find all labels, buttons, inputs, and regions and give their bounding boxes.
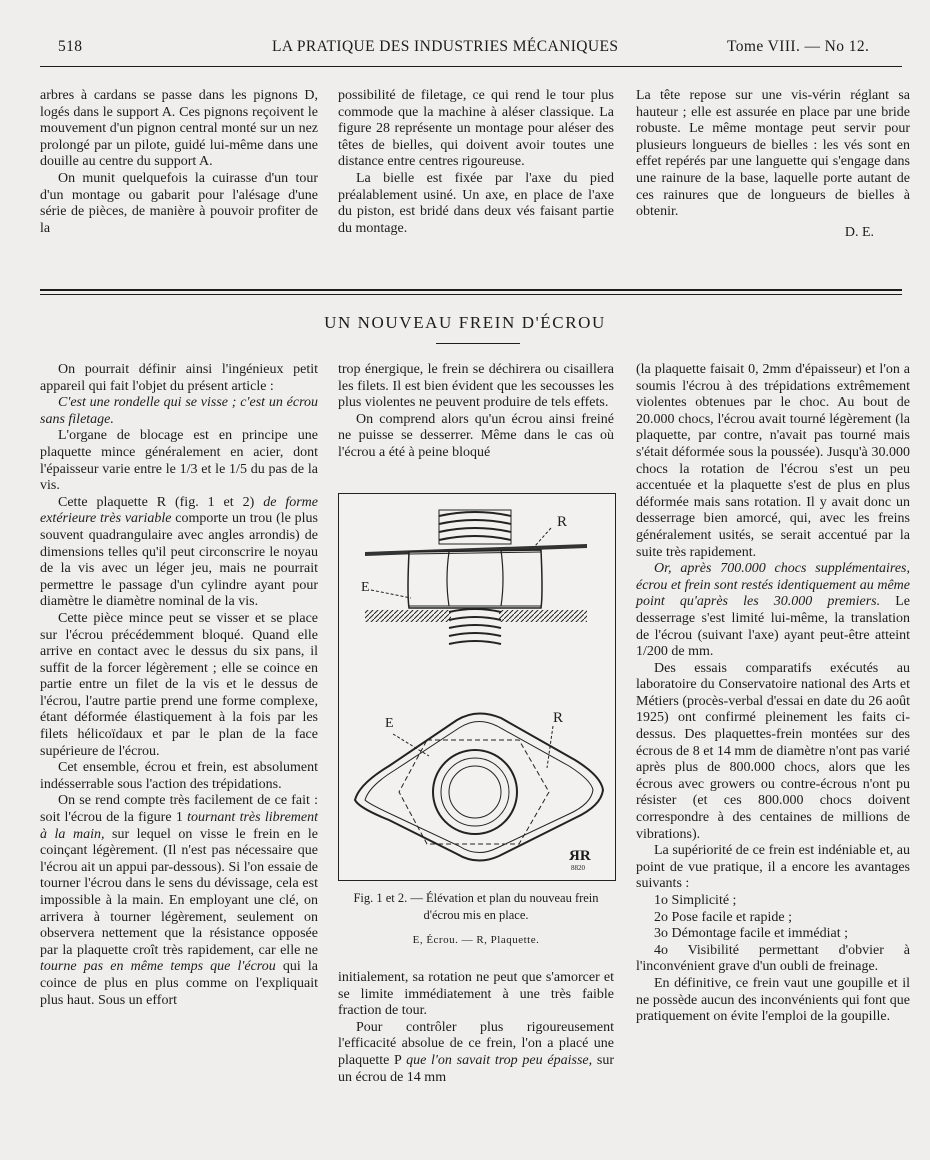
paragraph: On pourrait définir ainsi l'ingénieux petit appareil qui fait l'objet du présent article :: [40, 362, 318, 394]
figure-caption: Fig. 1 et 2. — Élévation et plan du nouveau frein d'écrou mis en place.: [353, 891, 599, 922]
paragraph: (la plaquette faisait 0, 2mm d'épaisseur) et l'on a soumis l'écrou à des trépidations extrêmement violentes obtenues par le choc. Au bout de 20.000 chocs, l'écrou avait tourné légèrement (la plaquette, par contre, n'avait pas tourné mais s'était déformée sous la poussée). Jusqu'à 30.000 chocs la rotation de l'écrou s'est un peu accentuée et la plaquette s'est de plus en plus déformée mais sans rotation. Il y avait donc un desserrage bien amorcé, qui, avec les freins généralement usités, se serait accentué par la suite très rapidement.: [636, 362, 910, 560]
plate-number: 8820: [571, 864, 585, 872]
paragraph: Des essais comparatifs exécutés au laboratoire du Conservatoire national des Arts et Métiers (procès-verbal d'essai en date du 26 août 1925) ont confirmé pleinement les faits ci-dessus. Des plaquettes-frein montées sur des écrous de 8 et 14 mm de diamètre n'ont pas varié après plus de 800.000 chocs, alors que les écrous avec growers ou contre-écrous n'ont pu résister (et ces 800.000 chocs doivent correspondre à des centaines de millions de vibrations).: [636, 660, 910, 842]
paragraph: initialement, sa rotation ne peut que s'amorcer et se limite immédiatement à une très faible fraction de tour.: [338, 970, 614, 1019]
figure-drawing: [339, 494, 615, 880]
paragraph: La tête repose sur une vis-vérin réglant sa hauteur ; elle est assurée en place par une bride robuste. Le même montage peut servir pour plusieurs longueurs de bielles : les vés sont en effet repérés par une languette qui s'engage dans une rainure de la base, laquelle porte autant de ces rainures que de longueurs de bielles à obtenir.: [636, 88, 910, 220]
engraver-monogram: ЯR: [569, 848, 591, 864]
paragraph: Cette plaquette R (fig. 1 et 2) de forme extérieure très variable comporte un trou (le plus souvent quadrangulaire avec angles arrondis) de dimensions telles qu'il peut circonscrire le noyau de la vis avec un léger jeu, mais ne pourrait permettre le passage d'un cylindre ayant pour diamètre le diamètre nominal de la vis.: [40, 494, 318, 610]
paragraph: Cet ensemble, écrou et frein, est absolument indésserrable sous l'action des trépidations.: [40, 760, 318, 792]
paragraph: Or, après 700.000 chocs supplémentaires, écrou et frein sont restés identiquement au même point qu'après les 30.000 premiers. Le desserrage s'est limité lui-même, la translation de l'écrou (suivant l'axe) ayant peut-être atteint 1/200 de mm.: [636, 561, 910, 660]
header-rule: [40, 66, 902, 67]
paragraph: L'organe de blocage est en principe une plaquette mince généralement en acier, dont l'épaisseur varie entre le 1/3 et le 1/5 du pas de la vis.: [40, 428, 318, 494]
paragraph: La supériorité de ce frein est indéniable et, au point de vue pratique, il a encore les avantages suivants :: [636, 843, 910, 892]
list-item: 4o Visibilité permettant d'obvier à l'inconvénient grave d'un oubli de freinage.: [636, 942, 910, 975]
plan-view: [355, 713, 603, 860]
paragraph: arbres à cardans se passe dans les pignons D, logés dans le support A. Ces pignons reçoivent le mouvement d'un pignon central monté sur un nez prolongé par un pilote, guidé lui-même dans une douille au centre du support A.: [40, 88, 318, 170]
issue-number: Tome VIII. — No 12.: [727, 38, 870, 55]
article-column-2-top: [338, 362, 614, 462]
figure-label-r-top: R: [557, 514, 568, 530]
figure-legend: E, Écrou. — R, Plaquette.: [412, 934, 540, 946]
article-column-3: [636, 362, 910, 1026]
figure-label-r-bottom: R: [553, 710, 564, 726]
paragraph: La bielle est fixée par l'axe du pied préalablement usiné. Un axe, en place de l'axe du piston, est bridé dans deux vés faisant partie du montage.: [338, 170, 614, 236]
paragraph: On munit quelquefois la cuirasse d'un tour d'un montage ou gabarit pour l'alésage d'une série de pièces, de manière à pouvoir profiter de la: [40, 170, 318, 236]
paragraph: On comprend alors qu'un écrou ainsi freiné ne puisse se desserrer. Même dans le cas où l'écrou a été à peine bloqué: [338, 411, 614, 460]
paragraph: En définitive, ce frein vaut une goupille et il ne possède aucun des inconvénients qui font que pratiquement on évite l'emploi de la goupille.: [636, 975, 910, 1025]
top-article-column-1: [40, 88, 318, 237]
paragraph: trop énergique, le frein se déchirera ou cisaillera les filets. Il est bien évident que les secousses les plus violentes ne peuvent produire de tels effets.: [338, 362, 614, 411]
section-rule-lower: [40, 294, 902, 295]
paragraph: possibilité de filetage, ce qui rend le tour plus commode que la machine à aléser classique. La figure 28 représente un montage pour aléser des têtes de bielles, qui doivent avoir toutes une distance entre centres rigoureuse.: [338, 88, 614, 170]
figure-label-e-top: E: [361, 580, 370, 595]
paragraph: On se rend compte très facilement de ce fait : soit l'écrou de la figure 1 tournant très librement à la main, sur lequel on visse le frein en le coinçant légèrement. (Il n'est pas nécessaire que l'écrou ait un appui par-dessous). Si l'on essaie de tourner l'écrou dans le sens du dévissage, cela est impossible à la main. En employant une clé, on arrivera à tourner légèrement, seulement on observera nettement que la résistance opposée par la plaquette croît très rapidement, car elle ne tourne pas en même temps que l'écrou qui la coince de plus en plus comme on l'expliquait plus haut. Sous un effort: [40, 793, 319, 1008]
article-column-1: [40, 362, 318, 1009]
figure-frein-ecrou: [338, 493, 616, 881]
title-underline: [436, 343, 520, 344]
elevation-view: [365, 510, 587, 644]
journal-title: LA PRATIQUE DES INDUSTRIES MÉCANIQUES: [272, 38, 619, 55]
list-item: 1o Simplicité ;: [654, 893, 737, 908]
list-item: 2o Pose facile et rapide ;: [654, 909, 793, 925]
article-column-2-bottom: [338, 970, 614, 1086]
list-item: 3o Démontage facile et immédiat ;: [654, 926, 848, 942]
author-signature: D. E.: [844, 224, 874, 240]
paragraph: Cette pièce mince peut se visser et se place sur l'écrou précédemment bloqué. Quand elle arrive en contact avec le dessus du six pans, il suffit de la forcer légèrement ; elle se coince en partie entre un filet de la vis et le dessus de l'écrou, l'autre partie prend une forme complexe, étant déformée élastiquement à la fois par les filets hélicoïdaux et par le plan de la face supérieure de l'écrou.: [40, 610, 318, 759]
section-rule-upper: [40, 289, 902, 291]
paragraph-definition: C'est une rondelle qui se visse ; c'est un écrou sans filetage.: [40, 395, 318, 427]
figure-label-e-bottom: E: [385, 716, 394, 731]
article-title: UN NOUVEAU FREIN D'ÉCROU: [324, 313, 606, 332]
paragraph: Pour contrôler plus rigoureusement l'efficacité absolue de ce frein, l'on a placé une plaquette P que l'on savait trop peu épaisse, sur un écrou de 14 mm: [338, 1019, 614, 1085]
page-number: 518: [58, 38, 83, 55]
top-article-column-3: [636, 88, 910, 241]
top-article-column-2: [338, 88, 614, 237]
